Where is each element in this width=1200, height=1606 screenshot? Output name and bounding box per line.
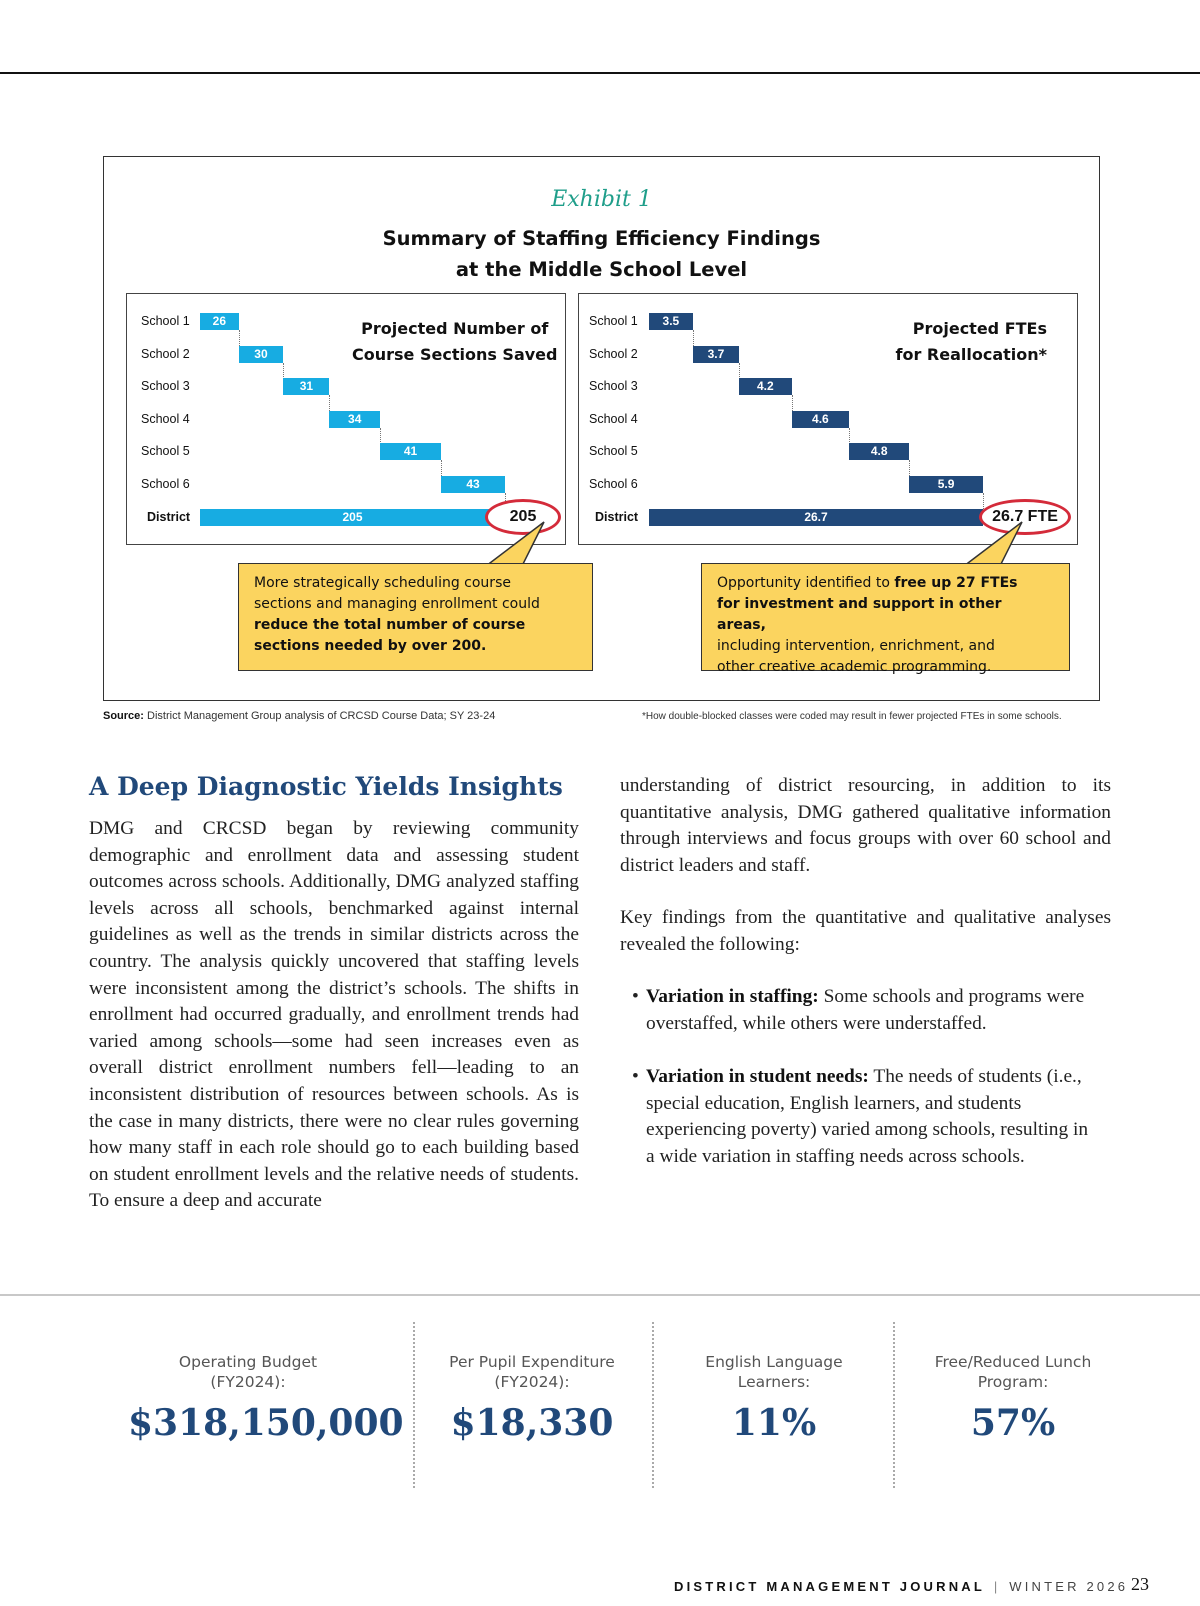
stat-english-learners	[654, 1352, 894, 1444]
exhibit-panel	[103, 156, 1100, 701]
sections-callout-line2: sections and managing enrollment could	[254, 596, 540, 612]
row-label-district: District	[595, 509, 639, 524]
left-bar-school-1: 26	[200, 313, 239, 330]
left-bar-school-4: 34	[329, 411, 380, 428]
finding-bullet-staffing	[632, 984, 1116, 1037]
left-bar-district: 205	[200, 509, 505, 526]
right-district-total-highlight: 26.7 FTE	[979, 499, 1071, 535]
fte-chart-heading-line1: Projected FTEs	[912, 319, 1047, 338]
page-number: 23	[1131, 1574, 1149, 1594]
stat-value: $318,150,000	[128, 1402, 404, 1444]
right-bar-school-2: 3.7	[693, 346, 739, 363]
stat-per-pupil-expenditure	[412, 1352, 652, 1444]
row-label-district: District	[147, 509, 191, 524]
journal-footer	[674, 1579, 1128, 1594]
row-label-school-1: School 1	[141, 314, 190, 328]
stat-value: 11%	[731, 1402, 817, 1444]
exhibit-title-line2: at the Middle School Level	[455, 258, 748, 281]
row-label-school-6: School 6	[141, 477, 190, 491]
stat-free-reduced-lunch	[893, 1352, 1133, 1444]
article-column-2-paragraph-1: understanding of district resourcing, in addition to its quantitative analysis, DMG gathered qualitative information through interviews and focus groups with over 60 school and district leaders and staff.	[620, 775, 1111, 876]
exhibit-source	[103, 710, 495, 722]
exhibit-title	[104, 223, 1099, 285]
sections-chart-heading	[352, 316, 557, 368]
stat-label: Per Pupil Expenditure (FY2024):	[449, 1353, 615, 1391]
stat-label: English Language Learners:	[705, 1353, 843, 1391]
journal-name: DISTRICT MANAGEMENT JOURNAL	[674, 1579, 986, 1594]
row-label-school-5: School 5	[589, 444, 638, 459]
exhibit-footnote: *How double-blocked classes were coded may result in fewer projected FTEs in some schools.	[642, 711, 1062, 722]
exhibit-label: Exhibit 1	[551, 187, 652, 212]
row-label-school-2: School 2	[589, 346, 638, 361]
bullet-marker: •	[632, 986, 639, 1007]
left-bar-school-3: 31	[283, 378, 329, 395]
row-label-school-4: School 4	[589, 411, 638, 426]
stat-label: Operating Budget (FY2024):	[178, 1353, 318, 1391]
row-label-school-5: School 5	[141, 444, 190, 459]
stat-value: 57%	[970, 1402, 1056, 1444]
bullet-text: Some schools and programs were overstaffed, while others were understaffed.	[646, 986, 1085, 1034]
bullet-lead: Variation in student needs:	[646, 1066, 869, 1087]
stat-value: $18,330	[450, 1402, 614, 1444]
sections-saved-chart	[126, 293, 566, 545]
row-label-school-3: School 3	[141, 379, 190, 394]
fte-callout-line4: other creative academic programming.	[717, 659, 992, 675]
right-connector	[693, 330, 694, 346]
finding-bullet-student-needs	[632, 1064, 1101, 1170]
row-label-school-2: School 2	[141, 346, 190, 361]
right-connector	[849, 428, 850, 444]
stat-label: Free/Reduced Lunch Program:	[934, 1353, 1092, 1391]
sections-callout-line4: sections needed by over 200.	[254, 638, 487, 654]
bullet-lead: Variation in staffing:	[646, 986, 819, 1007]
fte-reallocation-chart	[578, 293, 1078, 545]
fte-callout-line2: for investment and support in other areas,	[717, 596, 1002, 633]
stats-divider	[0, 1294, 1200, 1296]
right-callout-pointer	[962, 522, 1032, 567]
left-callout-pointer	[484, 522, 554, 567]
right-connector	[909, 460, 910, 476]
fte-callout-line1: Opportunity identified to free up 27 FTEs	[717, 575, 1018, 591]
fte-chart-heading-line2: for Reallocation*	[895, 345, 1047, 364]
left-connector	[283, 363, 284, 379]
left-bar-school-6: 43	[441, 476, 505, 493]
footer-separator: |	[993, 1579, 1001, 1594]
source-label: Source:	[103, 710, 144, 722]
right-bar-school-5: 4.8	[849, 443, 909, 460]
row-label-school-6: School 6	[589, 477, 638, 491]
left-connector	[441, 460, 442, 476]
article-column-2-paragraph-2: Key findings from the quantitative and qualitative analyses revealed the following:	[620, 907, 1111, 955]
row-label-school-1: School 1	[589, 314, 638, 328]
right-bar-school-4: 4.6	[792, 411, 850, 428]
fte-callout	[701, 563, 1070, 675]
sections-callout-line1: More strategically scheduling course	[254, 575, 511, 591]
exhibit-title-line1: Summary of Staffing Efficiency Findings	[382, 227, 821, 250]
top-rule	[0, 72, 1200, 74]
right-connector	[792, 395, 793, 411]
stat-operating-budget	[128, 1352, 404, 1444]
left-connector	[380, 428, 381, 444]
fte-callout-line3: including intervention, enrichment, and	[717, 638, 995, 654]
bullet-marker: •	[632, 1066, 639, 1087]
section-heading: A Deep Diagnostic Yields Insights	[89, 772, 563, 801]
right-bar-district: 26.7	[649, 509, 983, 526]
sections-callout-line3: reduce the total number of course	[254, 617, 526, 633]
left-bar-school-2: 30	[239, 346, 284, 363]
bullet-text: The needs of students (i.e., special education, English learners, and students experiencing poverty) varied among schools, resulting in a wide variation in staffing needs across schools.	[646, 1066, 1089, 1167]
article-column-1: DMG and CRCSD began by reviewing community demographic and enrollment data and assessing student outcomes across schools. Additionally, DMG analyzed staffing levels across all schools, benchmarked against internal guidelines as well as the trends in similar districts across the country. The analysis quickly uncovered that staffing levels were inconsistent among the district’s schools. The shifts in enrollment had occurred gradually, and enrollment trends had varied among schools—some had seen increases even as overall district enrollment numbers fell—leading to an inconsistent distribution of resources between schools. As is the case in many districts, there were no clear rules governing how many staff in each role should go to each building based on student enrollment levels and the relative needs of students. To ensure a deep and accurate	[89, 818, 579, 1212]
source-text: District Management Group analysis of CRCSD Course Data; SY 23-24	[147, 710, 496, 722]
right-connector	[739, 363, 740, 379]
fte-chart-heading	[895, 316, 1047, 368]
sections-chart-heading-line2: Course Sections Saved	[352, 345, 558, 364]
row-label-school-3: School 3	[589, 379, 638, 394]
row-label-school-4: School 4	[141, 411, 190, 426]
sections-chart-heading-line1: Projected Number of	[361, 319, 549, 338]
left-district-total-highlight: 205	[485, 499, 561, 535]
right-bar-school-3: 4.2	[739, 378, 792, 395]
right-connector	[983, 493, 984, 509]
left-connector	[329, 395, 330, 411]
journal-issue: WINTER 2026	[1009, 1579, 1129, 1594]
left-connector	[239, 330, 240, 346]
sections-callout	[238, 563, 593, 671]
right-bar-school-1: 3.5	[649, 313, 693, 330]
right-bar-school-6: 5.9	[909, 476, 983, 493]
left-bar-school-5: 41	[380, 443, 441, 460]
